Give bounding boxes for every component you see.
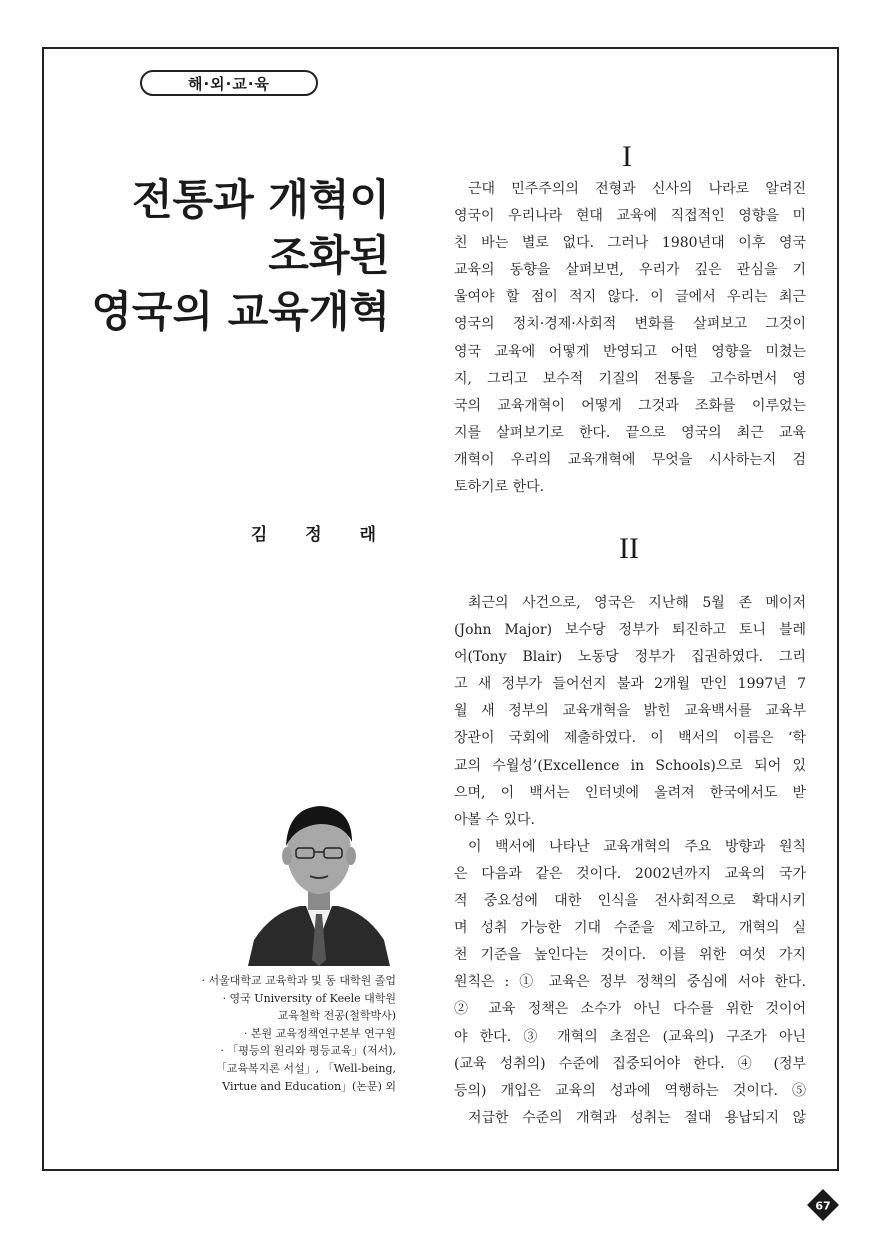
text-line: 지를 살펴보기로 한다. 끝으로 영국의 최근 교육 (454, 424, 806, 441)
text-line: 등의) 개입은 교육의 성과에 역행하는 것이다. ⑤ (454, 1082, 806, 1099)
text-line: 적 중요성에 대한 인식을 전사회적으로 확대시키 (454, 893, 806, 910)
text-line: 영국 교육에 어떻게 반영되고 어떤 영향을 미쳤는 (454, 343, 806, 360)
page-number: 67 (815, 1199, 831, 1213)
author-bio (150, 972, 396, 1095)
text-line: 최근의 사건으로, 영국은 지난해 5월 존 메이저 (468, 595, 806, 611)
text-line: 교의 수월성’(Excellence in Schools)으로 되어 있 (454, 757, 806, 774)
section-tag: 해·외·교·육 (140, 70, 318, 96)
text-line: 개혁이 우리의 교육개혁에 무엇을 시사하는지 검 (454, 451, 806, 468)
text-line: 은 다음과 같은 것이다. 2002년까지 교육의 국가 (454, 865, 806, 882)
text-line: 국의 교육개혁이 어떻게 그것과 조화를 이루었는 (454, 397, 806, 414)
text-line: 이 백서에 나타난 교육개혁의 주요 방향과 원칙 (468, 838, 806, 855)
title-line-2: 조화된 (268, 231, 390, 280)
text-line: 교육의 동향을 살펴보면, 우리가 깊은 관심을 기 (454, 262, 806, 279)
bio-line: 교육철학 전공(철학박사) (277, 1009, 396, 1023)
section-numeral-1: I (622, 140, 632, 173)
text-line: 근대 민주주의의 전형과 신사의 나라로 알려진 (468, 181, 806, 197)
text-line: 영국의 정치·경제·사회적 변화를 살펴보고 그것이 (454, 316, 806, 333)
text-line: 저급한 수준의 개혁과 성취는 절대 용납되지 않 (468, 1109, 806, 1126)
bio-line: · 서울대학교 교육학과 및 동 대학원 졸업 (201, 974, 396, 987)
text-line: 야 한다. ③ 개혁의 초점은 (교육의) 구조가 아닌 (454, 1028, 806, 1045)
section-numeral-2: II (619, 532, 639, 565)
text-line: 영국이 우리나라 현대 교육에 직접적인 영향을 미 (454, 208, 806, 225)
section-1-body (454, 176, 806, 501)
text-line: 며 성취 가능한 기대 수준을 제고하고, 개혁의 실 (454, 920, 806, 937)
text-line: 토하기로 한다. (454, 479, 545, 496)
text-line: 천 기준을 높인다는 것이다. 이를 위한 여섯 가지 (454, 947, 806, 964)
text-line: 고 새 정부가 들어선지 불과 2개월 만인 1997년 7 (454, 676, 806, 693)
text-line: 친 바는 별로 없다. 그러나 1980년대 이후 영국 (454, 235, 806, 252)
text-line: (교육 성취의) 수준에 집중되어야 한다. ④ (정부 (454, 1055, 806, 1072)
bio-line: · 「평등의 원리와 평등교육」(저서), (220, 1044, 396, 1058)
text-line: 아볼 수 있다. (454, 811, 535, 828)
text-line: 장관이 국회에 제출하였다. 이 백서의 이름은 ‘학 (454, 730, 806, 747)
title-line-3: 영국의 교육개혁 (91, 287, 390, 336)
bio-line: Virtue and Education」(논문) 외 (222, 1079, 396, 1093)
text-line: 울여야 할 점이 적지 않다. 이 글에서 우리는 최근 (454, 289, 806, 306)
text-line: (John Major) 보수당 정부가 퇴진하고 토니 블레 (454, 622, 806, 639)
text-line: 원칙은 : ① 교육은 정부 정책의 중심에 서야 한다. (454, 974, 806, 991)
author-name: 김 정 래 (250, 525, 392, 545)
text-line: 월 새 정부의 교육개혁을 밝힌 교육백서를 교육부 (454, 703, 806, 720)
section-2-body (454, 590, 806, 1132)
text-line: 지, 그리고 보수적 기질의 전통을 고수하면서 영 (454, 370, 806, 387)
page-number-badge (806, 1188, 840, 1222)
text-line: 으며, 이 백서는 인터넷에 올려져 한국에서도 받 (454, 784, 806, 801)
title-line-1: 전통과 개혁이 (131, 175, 390, 224)
bio-line: · 본원 교육정책연구본부 연구원 (243, 1026, 396, 1040)
text-line: ② 교육 정책은 소수가 아닌 다수를 위한 것이어 (454, 1001, 806, 1018)
text-line: 어(Tony Blair) 노동당 정부가 집권하였다. 그리 (454, 649, 806, 666)
bio-line: 「교육복지론 서설」, 「Well-being, (215, 1061, 396, 1075)
article-title (60, 172, 390, 340)
author-photo (248, 790, 390, 966)
bio-line: · 영국 University of Keele 대학원 (222, 991, 396, 1005)
